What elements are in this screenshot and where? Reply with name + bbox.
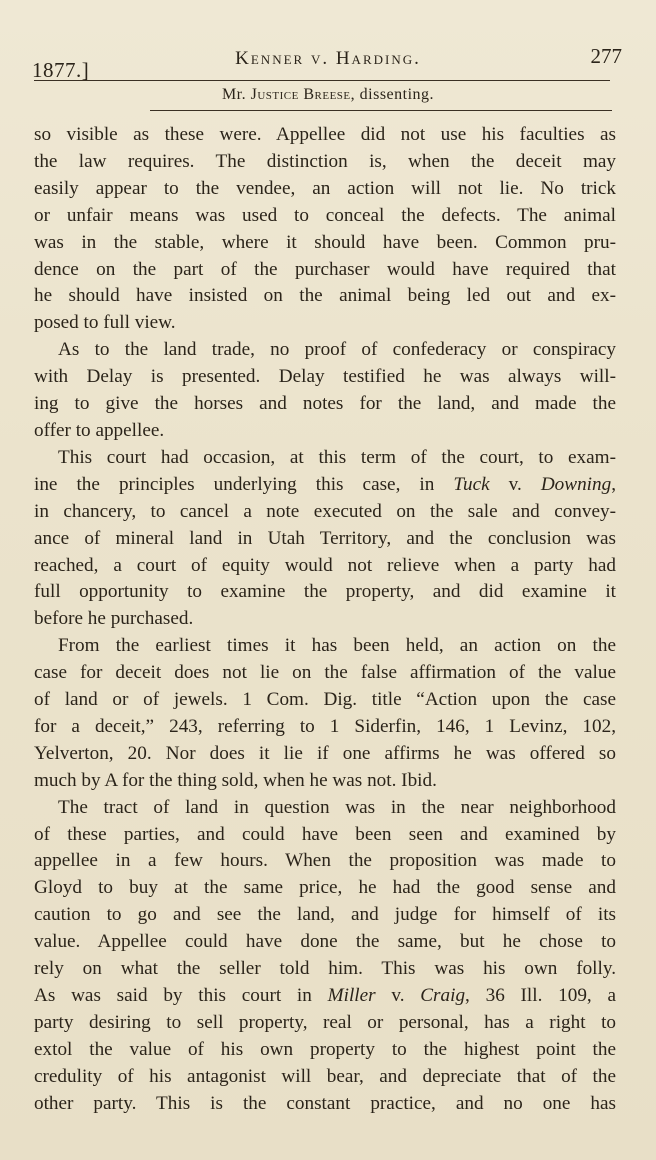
text-line: for a deceit,” 243, referring to 1 Siderfin, 146, 1 Levinz, 102, bbox=[34, 715, 616, 737]
text-line: or unfair means was used to conceal the defects. The animal bbox=[34, 204, 616, 226]
text-line: the law requires. The distinction is, when the deceit may bbox=[34, 150, 616, 172]
text-segment: , bbox=[611, 473, 616, 495]
text-line: extol the value of his own property to the highest point the bbox=[34, 1038, 616, 1060]
text-line: caution to go and see the land, and judge for himself of its bbox=[34, 904, 616, 926]
text-line: case for deceit does not lie on the false affirmation of the value bbox=[34, 662, 616, 684]
text-line: with Delay is presented. Delay testified he was always will- bbox=[34, 366, 616, 388]
text-line: of land or of jewels. 1 Com. Dig. title “Action upon the case bbox=[34, 689, 616, 711]
subheader-prefix: Mr. bbox=[221, 86, 251, 103]
text-line: he should have insisted on the animal being led out and ex- bbox=[34, 285, 616, 307]
text-segment: , 36 Ill. 109, a bbox=[465, 985, 616, 1006]
text-line: party desiring to sell property, real or personal, has a right to bbox=[34, 1011, 616, 1033]
text-line: ance of mineral land in Utah Territory, and the conclusion was bbox=[34, 527, 616, 549]
running-header bbox=[30, 40, 626, 82]
case-name-downing: Downing bbox=[540, 473, 612, 495]
text-line: rely on what the seller told him. This was his own folly. bbox=[34, 958, 616, 980]
text-line: appellee in a few hours. When the proposition was made to bbox=[34, 850, 616, 872]
text-segment: As was said by this court in bbox=[34, 985, 312, 1006]
text-line: ing to give the horses and notes for the land, and made the bbox=[34, 393, 616, 415]
header-rule-top bbox=[34, 80, 610, 81]
case-name-miller: Miller bbox=[327, 985, 376, 1006]
text-line: posed to full view. bbox=[34, 312, 176, 334]
case-name-tuck: Tuck bbox=[453, 473, 490, 495]
text-line: much by A for the thing sold, when he was not. Ibid. bbox=[34, 769, 437, 791]
text-segment: ine the principles underlying this case, in bbox=[34, 473, 435, 495]
header-year: 1877.] bbox=[32, 58, 90, 82]
text-line-with-citation bbox=[34, 472, 616, 499]
header-rule-bottom bbox=[150, 110, 612, 111]
text-line: in chancery, to cancel a note executed on the sale and convey- bbox=[34, 500, 616, 522]
text-line: Gloyd to buy at the same price, he had the good sense and bbox=[34, 877, 616, 899]
text-segment: v. bbox=[489, 473, 541, 495]
header-title: Kenner v. Harding. bbox=[235, 48, 421, 69]
text-line: credulity of his antagonist will bear, and depreciate that of the bbox=[34, 1065, 616, 1087]
text-line: was in the stable, where it should have been. Common pru- bbox=[34, 231, 616, 253]
case-name-craig: Craig bbox=[420, 985, 466, 1006]
text-line-with-citation bbox=[34, 983, 616, 1010]
text-line: The tract of land in question was in the near neighborhood bbox=[58, 796, 616, 818]
text-line: full opportunity to examine the property, and did examine it bbox=[34, 581, 616, 603]
page-number: 277 bbox=[590, 44, 622, 68]
text-line: easily appear to the vendee, an action will not lie. No trick bbox=[34, 177, 616, 199]
subheader-suffix: , dissenting. bbox=[350, 86, 435, 103]
text-line: offer to appellee. bbox=[34, 419, 165, 441]
text-line: dence on the part of the purchaser would have required that bbox=[34, 258, 616, 280]
text-line: other party. This is the constant practice, and no one has bbox=[34, 1092, 616, 1114]
text-line: From the earliest times it has been held, an action on the bbox=[58, 635, 616, 657]
text-line: so visible as these were. Appellee did not use his faculties as bbox=[34, 124, 616, 145]
text-segment: v. bbox=[375, 985, 421, 1006]
text-line: reached, a court of equity would not relieve when a party had bbox=[34, 554, 616, 576]
opinion-body bbox=[34, 122, 616, 1118]
text-line: As to the land trade, no proof of confederacy or conspiracy bbox=[58, 339, 616, 361]
opinion-subheader bbox=[0, 86, 656, 104]
text-line: of these parties, and could have been seen and examined by bbox=[34, 823, 616, 845]
text-line: before he purchased. bbox=[34, 608, 194, 630]
subheader-justice-name: Justice Breese bbox=[250, 86, 351, 103]
text-line: Yelverton, 20. Nor does it lie if one affirms he was offered so bbox=[34, 742, 616, 764]
text-line: value. Appellee could have done the same, but he chose to bbox=[34, 931, 616, 953]
text-line: This court had occasion, at this term of the court, to exam- bbox=[58, 446, 616, 468]
